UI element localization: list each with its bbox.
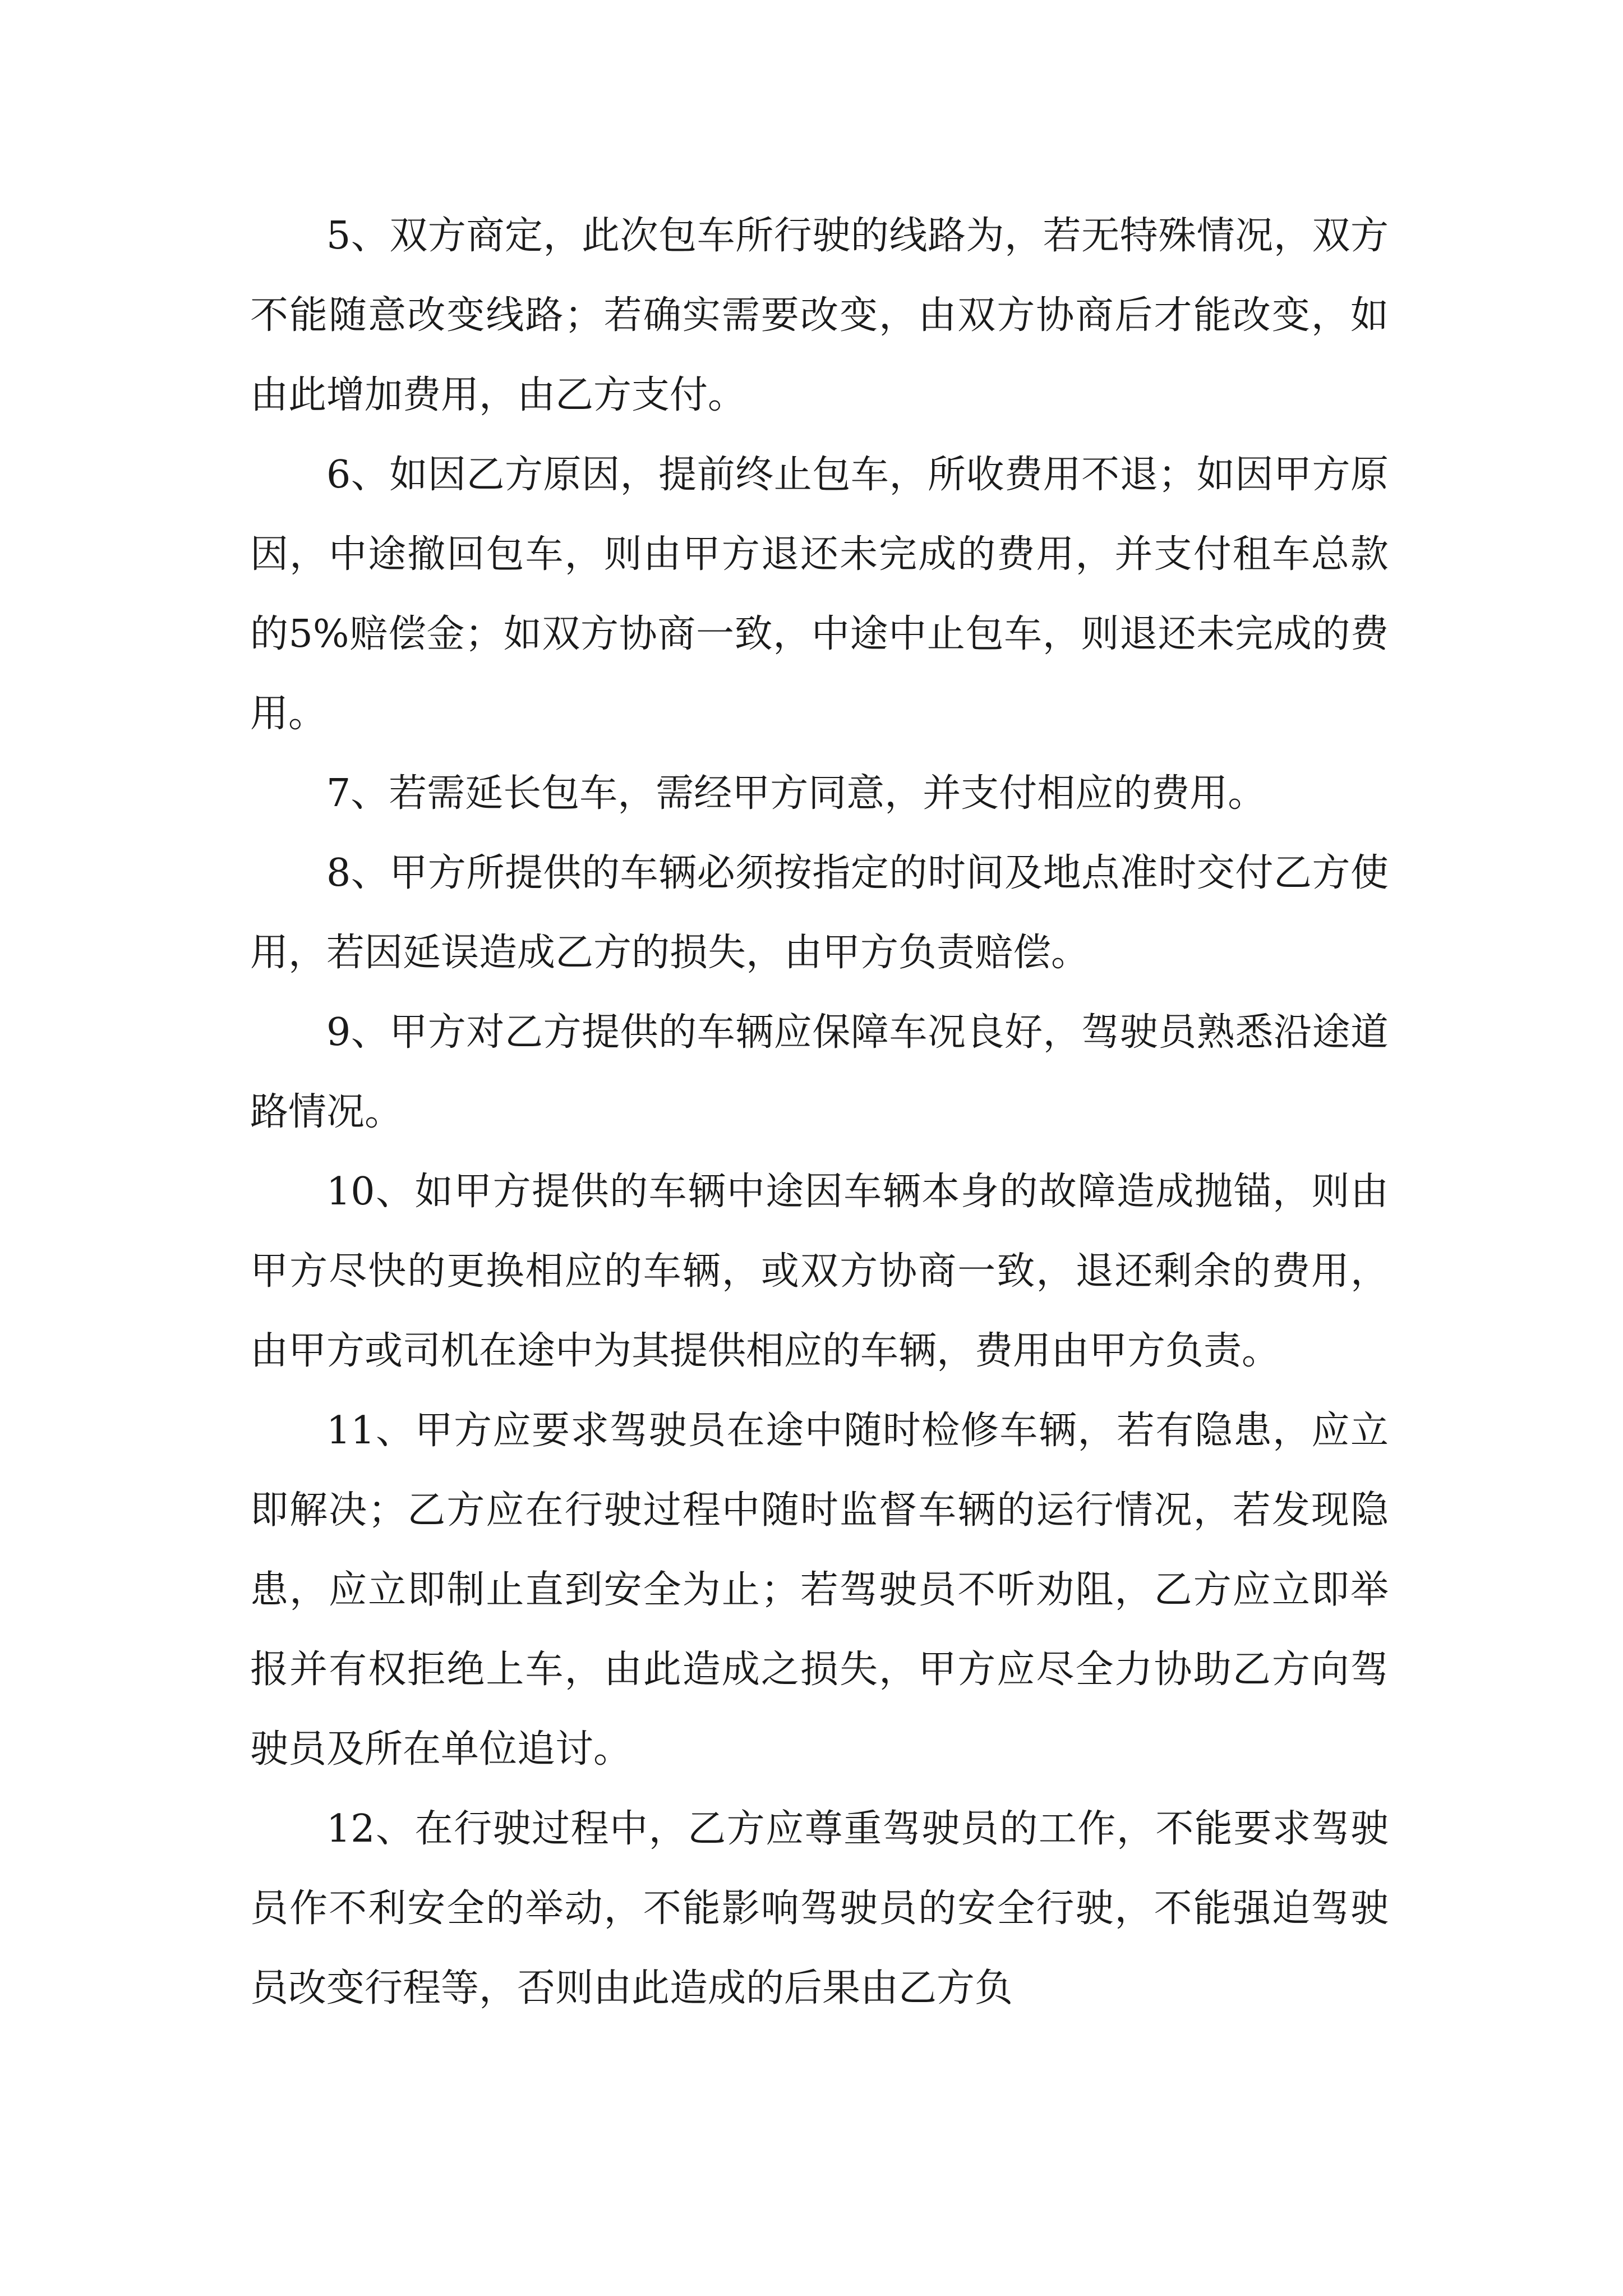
clause-10: 10、如甲方提供的车辆中途因车辆本身的故障造成抛锚，则由甲方尽快的更换相应的车辆，或双方协商一致，退还剩余的费用，由甲方或司机在途中为其提供相应的车辆，费用由甲方负责。 (250, 1170, 1389, 1373)
clause-12: 12、在行驶过程中，乙方应尊重驾驶员的工作，不能要求驾驶员作不利安全的举动，不能影响驾驶员的安全行驶，不能强迫驾驶员改变行程等，否则由此造成的后果由乙方负 (250, 1807, 1389, 2010)
clause-6: 6、如因乙方原因，提前终止包车，所收费用不退；如因甲方原因，中途撤回包车，则由甲方退还未完成的费用，并支付租车总款的5%赔偿金；如双方协商一致，中途中止包车，则退还未完成的费用。 (250, 453, 1389, 736)
clause-7: 7、若需延长包车，需经甲方同意，并支付相应的费用。 (326, 771, 1266, 816)
document-body (250, 196, 1389, 2028)
clause-11: 11、甲方应要求驾驶员在途中随时检修车辆，若有隐患，应立即解决；乙方应在行驶过程中随时监督车辆的运行情况，若发现隐患，应立即制止直到安全为止；若驾驶员不听劝阻，乙方应立即举报并有权拒绝上车，由此造成之损失，甲方应尽全力协助乙方向驾驶员及所在单位追讨。 (250, 1409, 1389, 1772)
clause-5: 5、双方商定，此次包车所行驶的线路为，若无特殊情况，双方不能随意改变线路；若确实需要改变，由双方协商后才能改变，如由此增加费用，由乙方支付。 (250, 214, 1389, 417)
clause-9: 9、甲方对乙方提供的车辆应保障车况良好，驾驶员熟悉沿途道路情况。 (250, 1010, 1389, 1134)
clause-8: 8、甲方所提供的车辆必须按指定的时间及地点准时交付乙方使用，若因延误造成乙方的损失，由甲方负责赔偿。 (250, 851, 1389, 975)
